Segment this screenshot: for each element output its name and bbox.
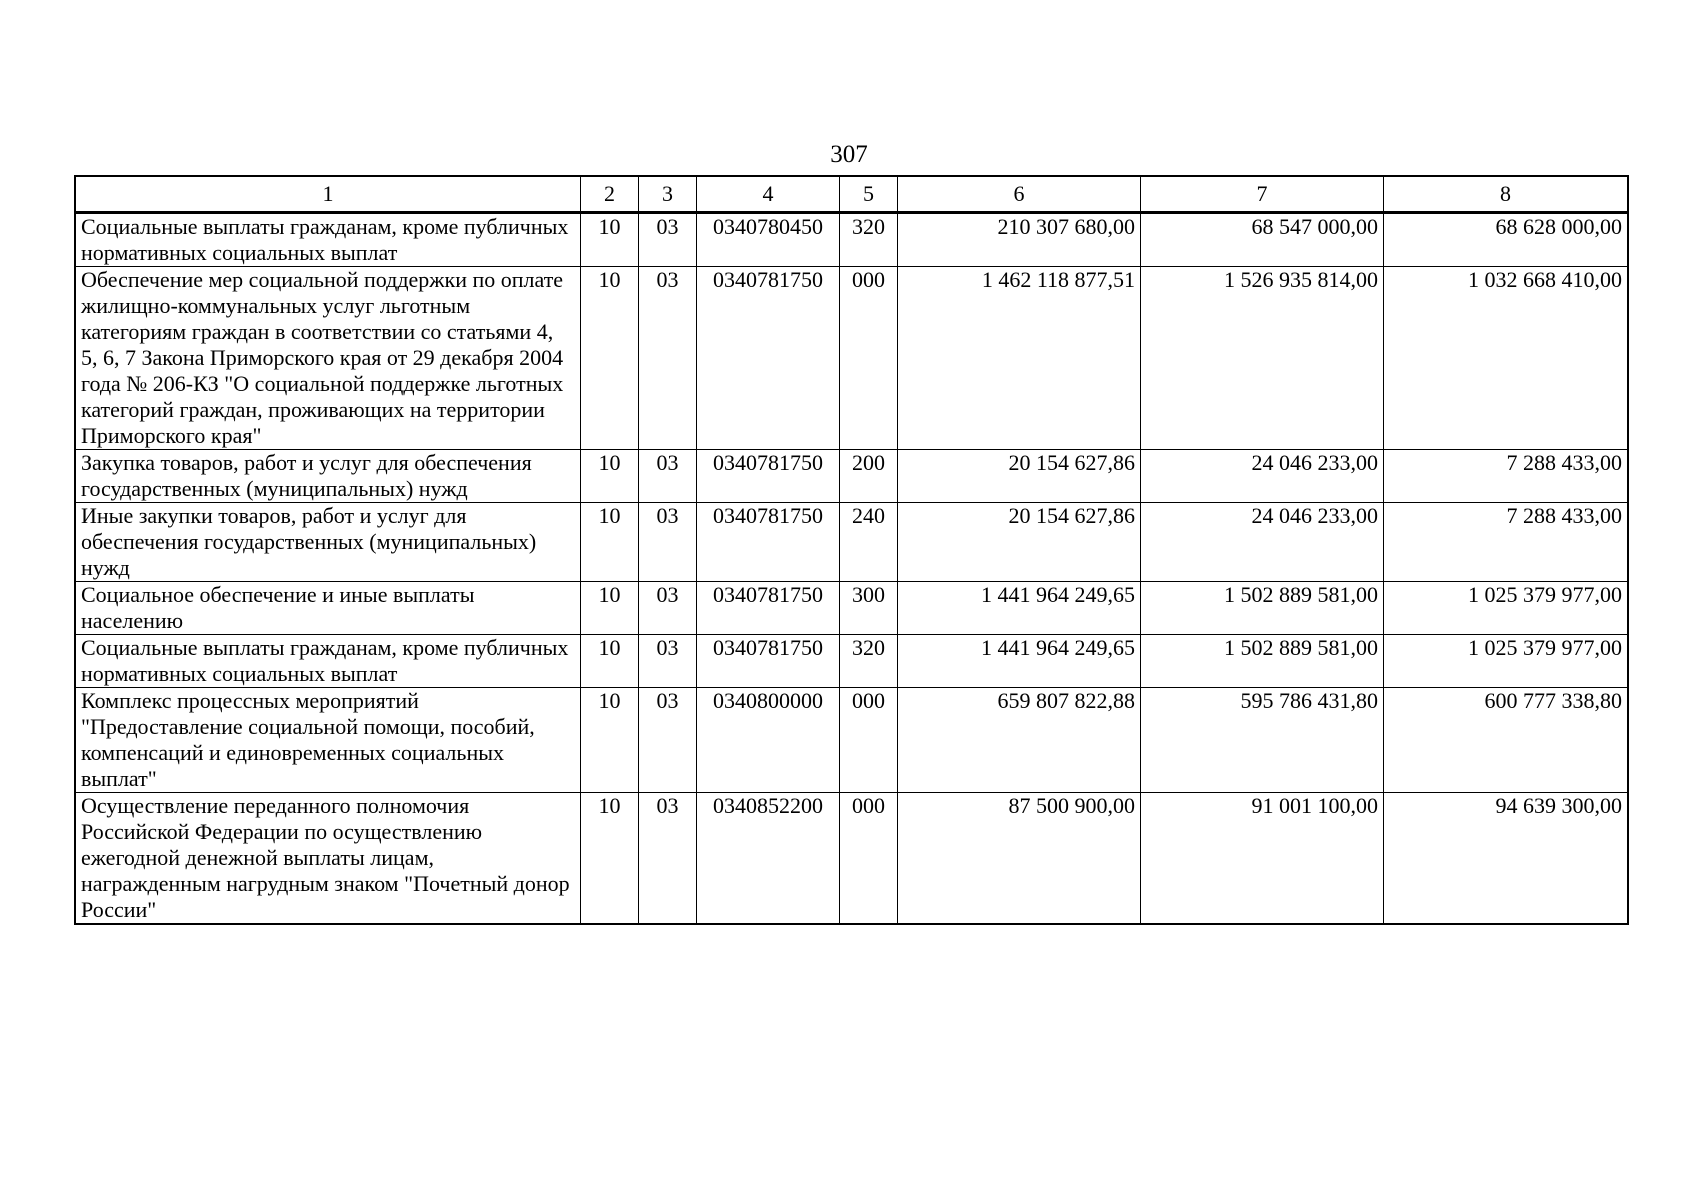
amount-col6: 20 154 627,86 [898,503,1141,582]
amount-col7: 1 526 935 814,00 [1141,267,1384,450]
table-row [76,503,1628,582]
amount-col7: 68 547 000,00 [1141,213,1384,267]
target-article-code: 0340781750 [697,450,840,503]
row-name: Осуществление переданного полномочия Российской Федерации по осуществлению ежегодной денежной выплаты лицам, награжденным нагрудным знаком "Почетный донор России" [76,793,581,924]
amount-col8: 1 025 379 977,00 [1384,582,1628,635]
expense-type-code: 000 [840,267,898,450]
amount-col6: 1 462 118 877,51 [898,267,1141,450]
amount-col6: 210 307 680,00 [898,213,1141,267]
section-code: 10 [581,582,639,635]
row-name: Иные закупки товаров, работ и услуг для обеспечения государственных (муниципальных) нужд [76,503,581,582]
expense-type-code: 000 [840,793,898,924]
table-row [76,582,1628,635]
amount-col7: 595 786 431,80 [1141,688,1384,793]
budget-table [75,176,1628,924]
subsection-code: 03 [639,582,697,635]
column-header: 8 [1384,177,1628,213]
table-row [76,688,1628,793]
section-code: 10 [581,503,639,582]
target-article-code: 0340781750 [697,582,840,635]
subsection-code: 03 [639,450,697,503]
row-name: Обеспечение мер социальной поддержки по оплате жилищно-коммунальных услуг льготным категориям граждан в соответствии со статьями 4, 5, 6, 7 Закона Приморского края от 29 декабря 2004 года № 206-КЗ "О социальной поддержке льготных категорий граждан, проживающих на территории Приморского края" [76,267,581,450]
table-row [76,793,1628,924]
column-header: 4 [697,177,840,213]
header-row [76,177,1628,213]
amount-col6: 1 441 964 249,65 [898,582,1141,635]
target-article-code: 0340800000 [697,688,840,793]
row-name: Социальные выплаты гражданам, кроме публичных нормативных социальных выплат [76,213,581,267]
amount-col6: 1 441 964 249,65 [898,635,1141,688]
section-code: 10 [581,635,639,688]
amount-col6: 87 500 900,00 [898,793,1141,924]
expense-type-code: 240 [840,503,898,582]
subsection-code: 03 [639,503,697,582]
row-name: Социальное обеспечение и иные выплаты населению [76,582,581,635]
column-header: 3 [639,177,697,213]
amount-col8: 68 628 000,00 [1384,213,1628,267]
column-header: 5 [840,177,898,213]
amount-col7: 91 001 100,00 [1141,793,1384,924]
section-code: 10 [581,688,639,793]
target-article-code: 0340852200 [697,793,840,924]
amount-col8: 7 288 433,00 [1384,450,1628,503]
subsection-code: 03 [639,635,697,688]
table-row [76,267,1628,450]
section-code: 10 [581,213,639,267]
column-header: 2 [581,177,639,213]
table-row [76,635,1628,688]
column-header: 1 [76,177,581,213]
amount-col8: 1 032 668 410,00 [1384,267,1628,450]
target-article-code: 0340781750 [697,635,840,688]
expense-type-code: 000 [840,688,898,793]
amount-col7: 1 502 889 581,00 [1141,635,1384,688]
table-row [76,213,1628,267]
amount-col6: 659 807 822,88 [898,688,1141,793]
table-row [76,450,1628,503]
section-code: 10 [581,267,639,450]
section-code: 10 [581,793,639,924]
subsection-code: 03 [639,267,697,450]
expense-type-code: 200 [840,450,898,503]
section-code: 10 [581,450,639,503]
target-article-code: 0340780450 [697,213,840,267]
subsection-code: 03 [639,793,697,924]
expense-type-code: 320 [840,213,898,267]
amount-col8: 94 639 300,00 [1384,793,1628,924]
target-article-code: 0340781750 [697,503,840,582]
amount-col8: 7 288 433,00 [1384,503,1628,582]
amount-col7: 24 046 233,00 [1141,450,1384,503]
column-header: 7 [1141,177,1384,213]
amount-col7: 1 502 889 581,00 [1141,582,1384,635]
amount-col8: 600 777 338,80 [1384,688,1628,793]
expense-type-code: 300 [840,582,898,635]
row-name: Комплекс процессных мероприятий "Предоставление социальной помощи, пособий, компенсаций и единовременных социальных выплат" [76,688,581,793]
amount-col7: 24 046 233,00 [1141,503,1384,582]
amount-col6: 20 154 627,86 [898,450,1141,503]
row-name: Социальные выплаты гражданам, кроме публичных нормативных социальных выплат [76,635,581,688]
amount-col8: 1 025 379 977,00 [1384,635,1628,688]
page-number: 307 [830,141,868,168]
subsection-code: 03 [639,688,697,793]
subsection-code: 03 [639,213,697,267]
column-header: 6 [898,177,1141,213]
target-article-code: 0340781750 [697,267,840,450]
row-name: Закупка товаров, работ и услуг для обеспечения государственных (муниципальных) нужд [76,450,581,503]
expense-type-code: 320 [840,635,898,688]
